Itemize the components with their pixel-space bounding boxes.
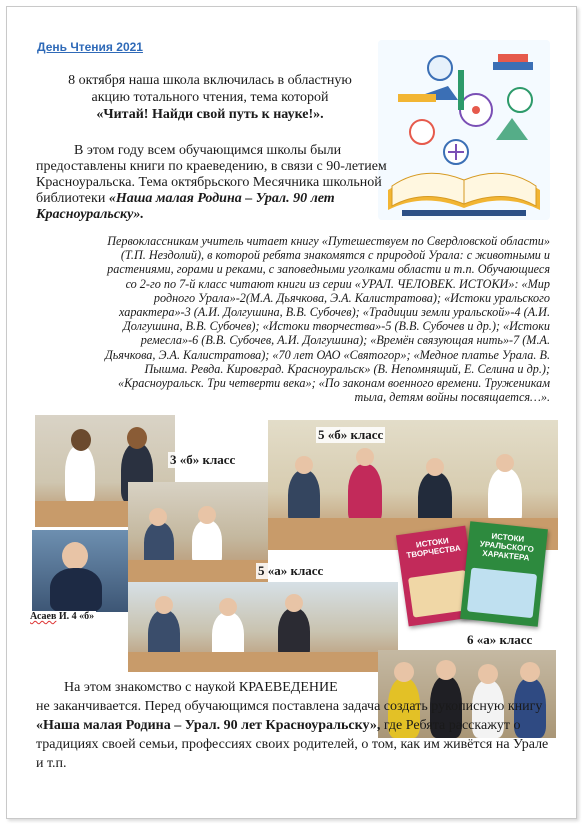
book-istoki-uralskogo-haraktera	[460, 521, 548, 627]
photo-class-3b-desks	[128, 482, 268, 582]
intro-paragraph	[40, 72, 380, 123]
handwritten-book-title: «Наша малая Родина – Урал. 90 лет Красноуральску»,	[36, 718, 381, 733]
para3-line-1: На этом знакомство с наукой КРАЕВЕДЕНИЕ	[64, 680, 338, 695]
book2-title: ИСТОКИ УРАЛЬСКОГО ХАРАКТЕРА	[479, 531, 535, 563]
book1-title: ИСТОКИ ТВОРЧЕСТВА	[405, 536, 462, 560]
label-class-5b: 5 «б» класс	[318, 427, 384, 442]
month-theme: «Наша малая Родина – Урал. 90 лет Красноуральску».	[36, 191, 335, 222]
caption-class: И. 4 «б»	[56, 611, 95, 622]
label-class-5a: 5 «а» класс	[258, 563, 324, 578]
para3-line-2: не заканчивается. Перед обучающимся поставлена задача создать рукописную книгу	[36, 699, 543, 714]
intro-line-2: акцию тотального чтения, тема которой	[91, 90, 329, 105]
intro-line-1: 8 октября наша школа включилась в областную	[68, 73, 352, 88]
para3-rest: где Ребята расскажут о традициях своей семьи, профессиях своих родителей, о том, как им живётся на Урале и т.п.	[36, 718, 549, 771]
label-class-6a: 6 «а» класс	[467, 632, 533, 647]
book-list-paragraph: Первоклассникам учитель читает книгу «Путешествуем по Свердловской области» (Т.П. Нездолий), в которой ребята знакомятся с природой Урала: с животными и растениями, горами и реками, с заповедными уголками области и т.п. Обучающиеся со 2-го по 7-й класс читают книги из серии «УРАЛ. ЧЕЛОВЕК. ИСТОКИ»: «Мир родного Урала»-2(М.А. Дьячкова, Э.А. Калистратова); «Истоки уральского характера»-3 (А.И. Долгушина, В.В. Субочев); «Традиции земли уральской»-4 (А.И. Долгушина, В.В. Субочев); «Истоки творчества»-5 (В.В. Субочев и др.); «Истоки ремесла»-6 (В.В. Субочев, А.И. Долгушина); «Времён связующая нить»-7 (М.А. Дьячкова, Э.А. Калистратова); «70 лет ОАО «Святогор»; «Медное платье Урала. В. Пышма. Ревда. Кировград. Красноуральск» (В. Непомнящий, Е. Селина и др.); «Красноуральск. Три четверти века»; «По законам военного времени. Труженикам тыла, детям войны посвящается…».	[104, 234, 550, 405]
page-heading[interactable]: День Чтения 2021	[37, 40, 143, 54]
intro-theme: «Читай! Найди свой путь к науке!».	[96, 107, 324, 122]
closing-paragraph	[36, 678, 556, 773]
para2-text: В этом году всем обучающимся школы были предоставлены книги по краеведению, в связи с 90-летием Красноуральска. Тема октябрьского Месячника школьной библиотеки	[36, 143, 387, 206]
label-class-3b: 3 «б» класс	[170, 452, 236, 467]
photo-student-asaev	[32, 530, 128, 612]
photo-class-5a	[128, 582, 398, 672]
book-distribution-paragraph	[36, 143, 416, 223]
photo-caption-student	[28, 611, 96, 622]
caption-surname: Асаев	[30, 611, 57, 622]
